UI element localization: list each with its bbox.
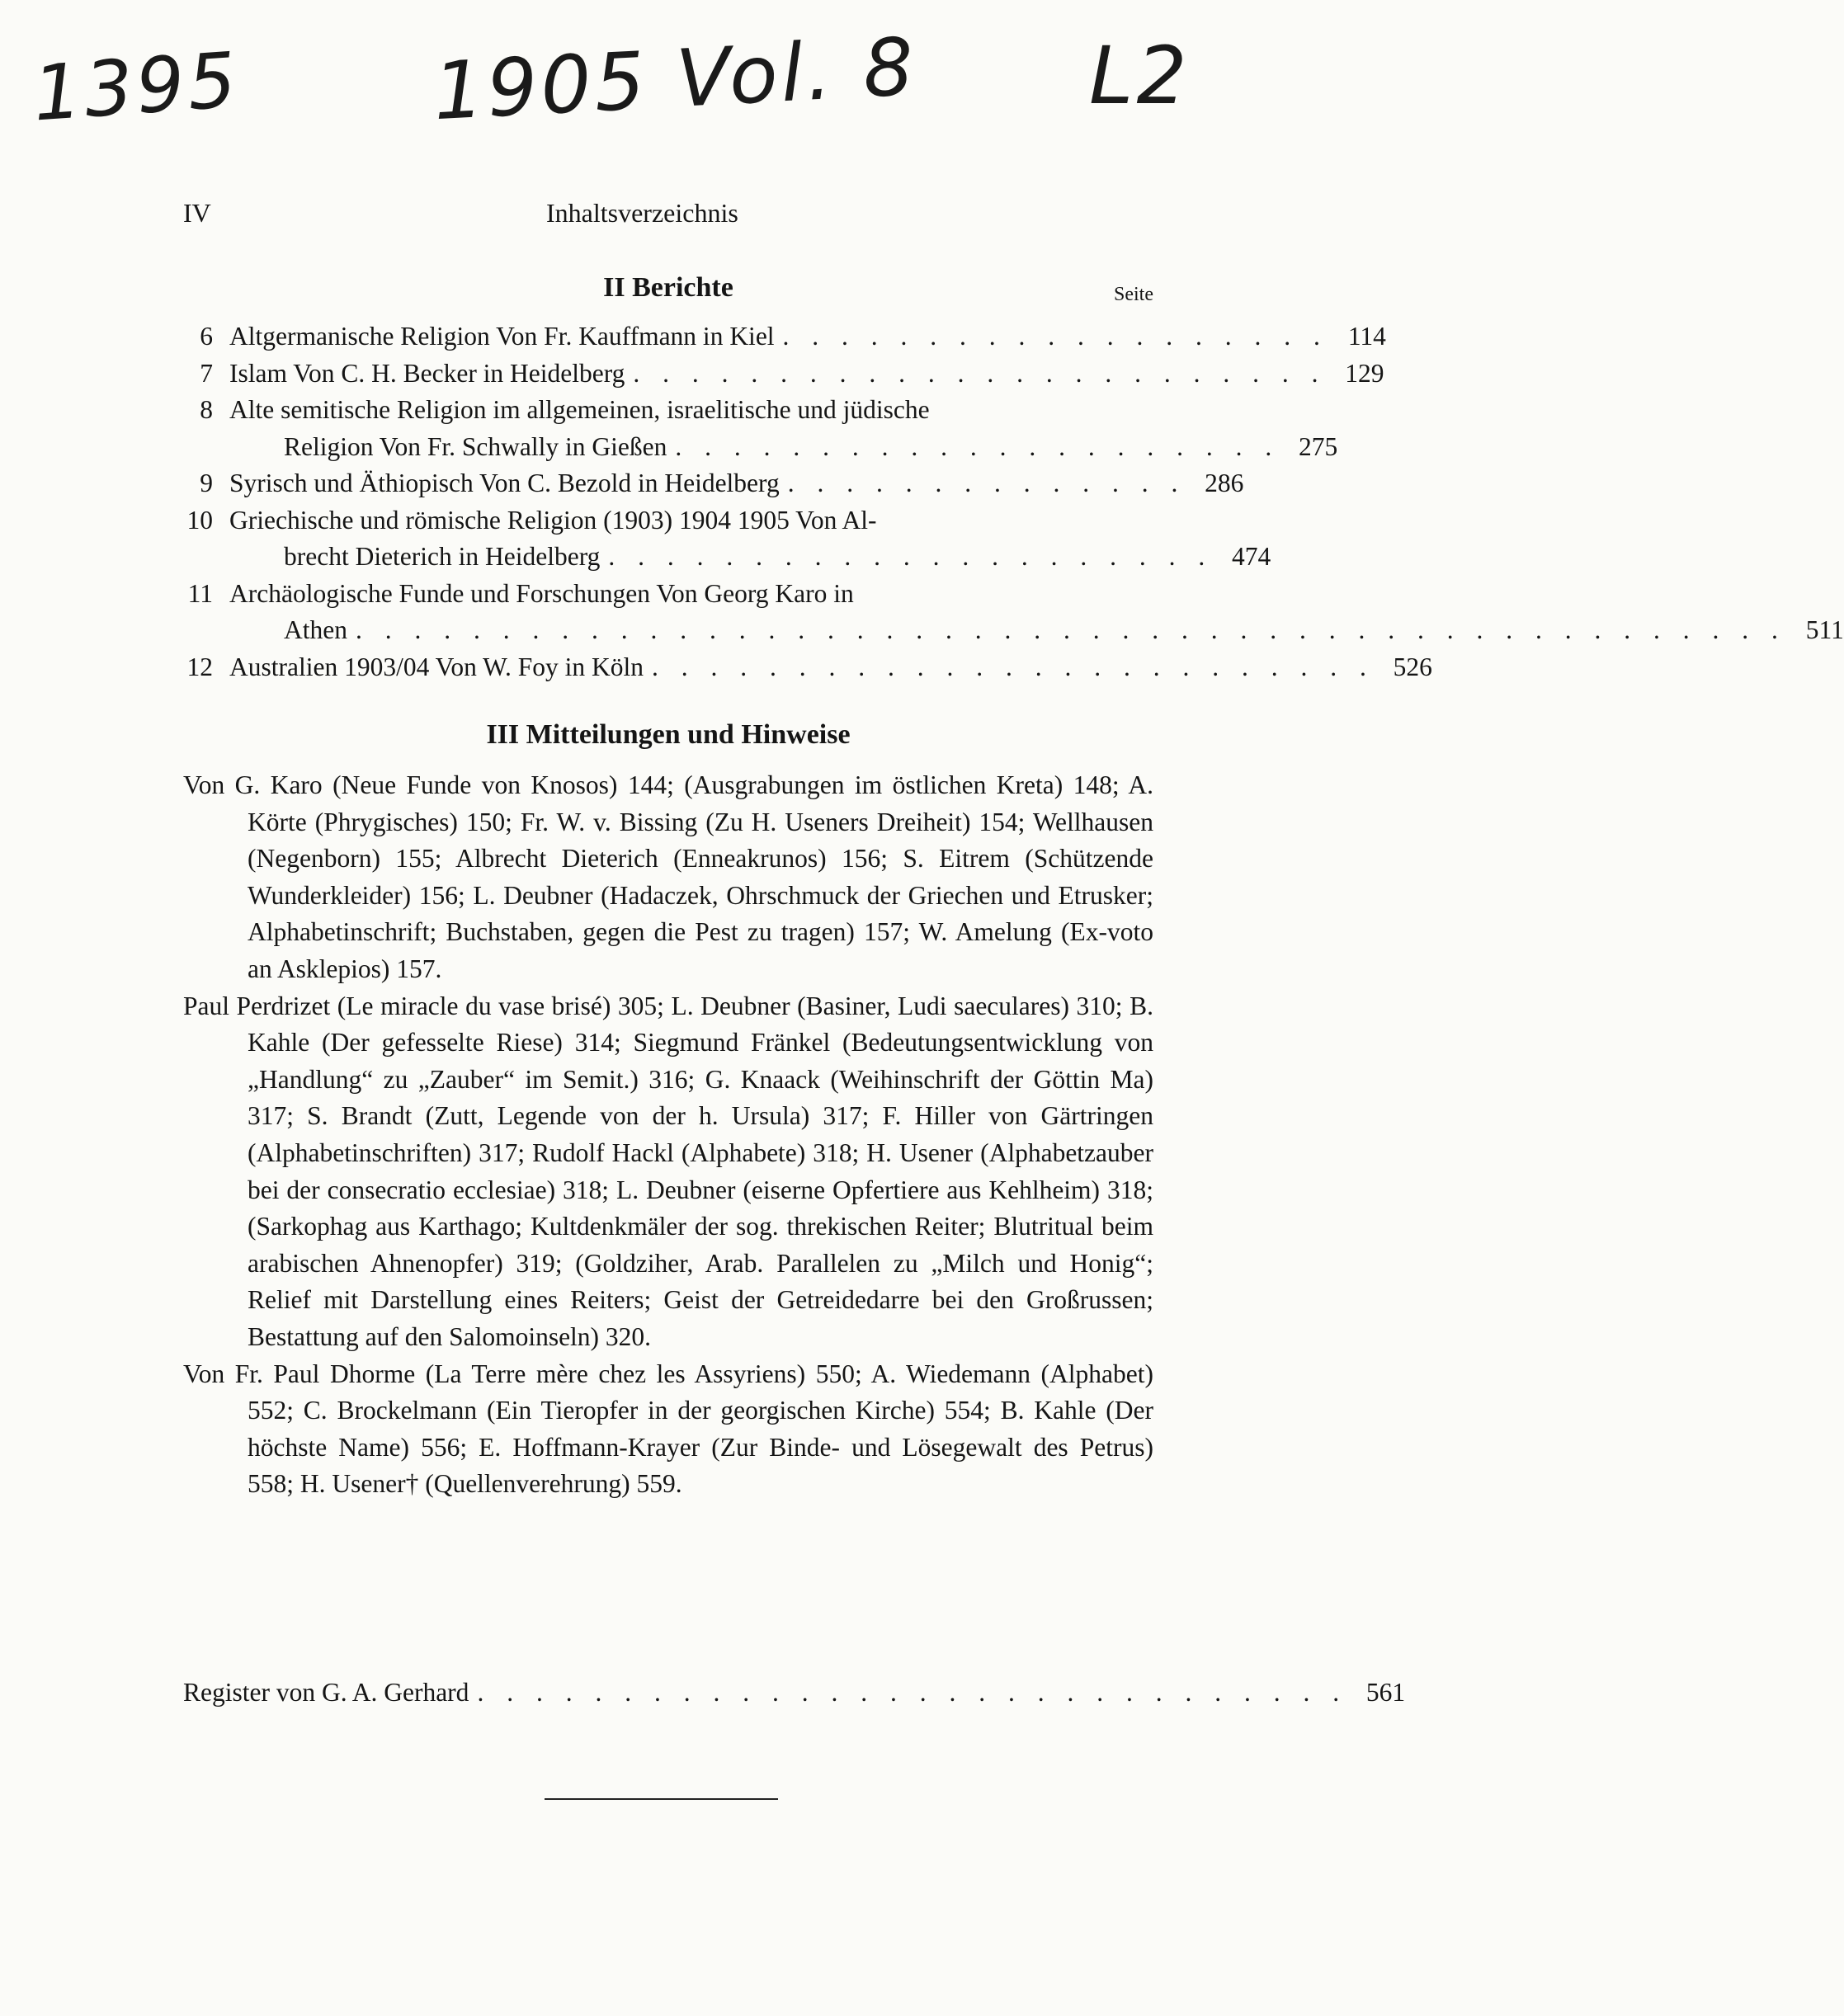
toc-entry-10[interactable]: 10 Griechische und römische Religion (1903) 1904 1905 Von Al- brecht Dieterich in Heidelberg . . . . . . . . . . . . . . . . . . . . . 474: [183, 502, 1153, 576]
entry-number: 11: [187, 578, 213, 608]
toc-entry-12[interactable]: 12 Australien 1903/04 Von W. Foy in Köln . . . . . . . . . . . . . . . . . . . . . . . . . 526: [183, 649, 1153, 686]
entry-page: 474: [1232, 542, 1271, 571]
entry-text: Australien 1903/04 Von W. Foy in Köln: [229, 652, 644, 681]
paragraph-1: Von G. Karo (Neue Funde von Knosos) 144; (Ausgrabungen im östlichen Kreta) 148; A. Körte (Phrygisches) 150; Fr. W. v. Bissing (Zu H. Useners Dreiheit) 154; Wellhausen (Negenborn) 155; Albrecht Dieterich (Enneakrunos) 156; S. Eitrem (Schützende Wunderkleider) 156; L. Deubner (Hadaczek, Ohrschmuck der Griechen und Etrusker; Alphabetinschrift; Buchstaben, gegen die Pest zu tragen) 157; W. Amelung (Ex-voto an Asklepios) 157.: [183, 770, 1153, 983]
toc-entry-7[interactable]: 7 Islam Von C. H. Becker in Heidelberg . . . . . . . . . . . . . . . . . . . . . . . . 129: [183, 356, 1153, 393]
seite-label: Seite: [1114, 284, 1153, 305]
section-mitteilungen: [183, 719, 1153, 1503]
bottom-rule: [545, 1798, 778, 1800]
entry-text: Altgermanische Religion Von Fr. Kauffmann in Kiel: [229, 322, 775, 351]
paragraph-2: Paul Perdrizet (Le miracle du vase brisé) 305; L. Deubner (Basiner, Ludi saeculares) 310; B. Kahle (Der gefesselte Riese) 314; Siegmund Fränkel (Bedeutungsentwicklung von „Handlung“ zu „Zauber“ im Semit.) 316; G. Knaack (Weihinschrift der Göttin Ma) 317; S. Brandt (Zutt, Legende von der h. Ursula) 317; F. Hiller von Gärtringen (Alphabetinschriften) 317; Rudolf Hackl (Alphabete) 318; H. Usener (Alphabetzauber bei der consecratio ecclesiae) 318; L. Deubner (eiserne Opfertiere aus Kehlheim) 318; (Sarkophag aus Karthago; Kultdenkmäler der sog. threkischen Reiter; Blutritual beim arabischen Ahnenopfer) 319; (Goldziher, Arab. Parallelen zu „Milch und Honig“; Relief mit Darstellung eines Reiters; Geist der Getreidedarre bei den Großrussen; Bestattung auf den Salomoinseln) 320.: [183, 991, 1153, 1351]
entry-text: Archäologische Funde und Forschungen Von Georg Karo in: [229, 578, 854, 608]
toc-entry-9[interactable]: 9 Syrisch und Äthiopisch Von C. Bezold in Heidelberg . . . . . . . . . . . . . . 286: [183, 465, 1153, 502]
entry-page: 129: [1345, 358, 1384, 388]
entry-number: 7: [200, 358, 213, 388]
section-title-text: II Berichte: [603, 272, 733, 303]
handwritten-mark-right: L2: [1089, 30, 1191, 122]
toc-entry-8[interactable]: 8 Alte semitische Religion im allgemeinen, israelitische und jüdische Religion Von Fr. Schwally in Gießen . . . . . . . . . . . . . . . . . . . . . 275: [183, 392, 1153, 465]
register-entry[interactable]: Register von G. A. Gerhard . . . . . . . . . . . . . . . . . . . . . . . . . . . . . . 561: [183, 1675, 1153, 1711]
section-title-text: III Mitteilungen und Hinweise: [486, 719, 851, 750]
entry-number: 12: [186, 652, 213, 681]
entry-text-cont: brecht Dieterich in Heidelberg: [284, 542, 601, 571]
entry-text: Islam Von C. H. Becker in Heidelberg: [229, 358, 625, 388]
entry-page: 526: [1393, 652, 1432, 681]
toc-entry-11[interactable]: 11 Archäologische Funde und Forschungen Von Georg Karo in Athen . . . . . . . . . . . . . . . . . . . . . . . . . . . . . . . . . . . . . . . . . . . . . . . . . 511: [183, 576, 1153, 649]
entry-number: 6: [200, 322, 213, 351]
handwritten-volume-note: 1905 Vol. 8: [431, 20, 919, 139]
entry-number: 10: [186, 505, 213, 535]
entry-text-cont: Religion Von Fr. Schwally in Gießen: [284, 431, 667, 461]
page-title: Inhaltsverzeichnis: [546, 198, 738, 228]
entry-page: 286: [1205, 469, 1244, 497]
register-page: 561: [1365, 1678, 1406, 1707]
entry-text: Alte semitische Religion im allgemeinen, israelitische und jüdische: [229, 395, 930, 424]
section-berichte: [183, 272, 1844, 685]
entry-page: 114: [1347, 322, 1386, 351]
toc-entry-6[interactable]: 6 Altgermanische Religion Von Fr. Kauffmann in Kiel . . . . . . . . . . . . . . . . . . . 114: [183, 318, 1153, 356]
entry-text-cont: Athen: [284, 615, 347, 644]
section-title: [183, 272, 1153, 318]
entry-number: 9: [200, 469, 213, 497]
entry-page: 511: [1805, 615, 1844, 644]
section-title: [183, 719, 1153, 767]
handwritten-number-left: 1395: [30, 35, 243, 139]
entry-page: 275: [1298, 431, 1338, 461]
page-numeral: IV: [183, 198, 211, 228]
entry-text: Syrisch und Äthiopisch Von C. Bezold in Heidelberg: [229, 469, 780, 497]
running-head: [183, 198, 1153, 239]
entry-text: Griechische und römische Religion (1903) 1904 1905 Von Al-: [229, 505, 877, 535]
entry-number: 8: [200, 395, 213, 424]
paragraph-3: Von Fr. Paul Dhorme (La Terre mère chez les Assyriens) 550; A. Wiedemann (Alphabet) 552; C. Brockelmann (Ein Tieropfer in der georgischen Kirche) 554; B. Kahle (Der höchste Name) 556; E. Hoffmann-Krayer (Zur Binde- und Lösegewalt des Petrus) 558; H. Usener† (Quellenverehrung) 559.: [183, 1359, 1153, 1499]
register-text: Register von G. A. Gerhard: [183, 1678, 469, 1707]
